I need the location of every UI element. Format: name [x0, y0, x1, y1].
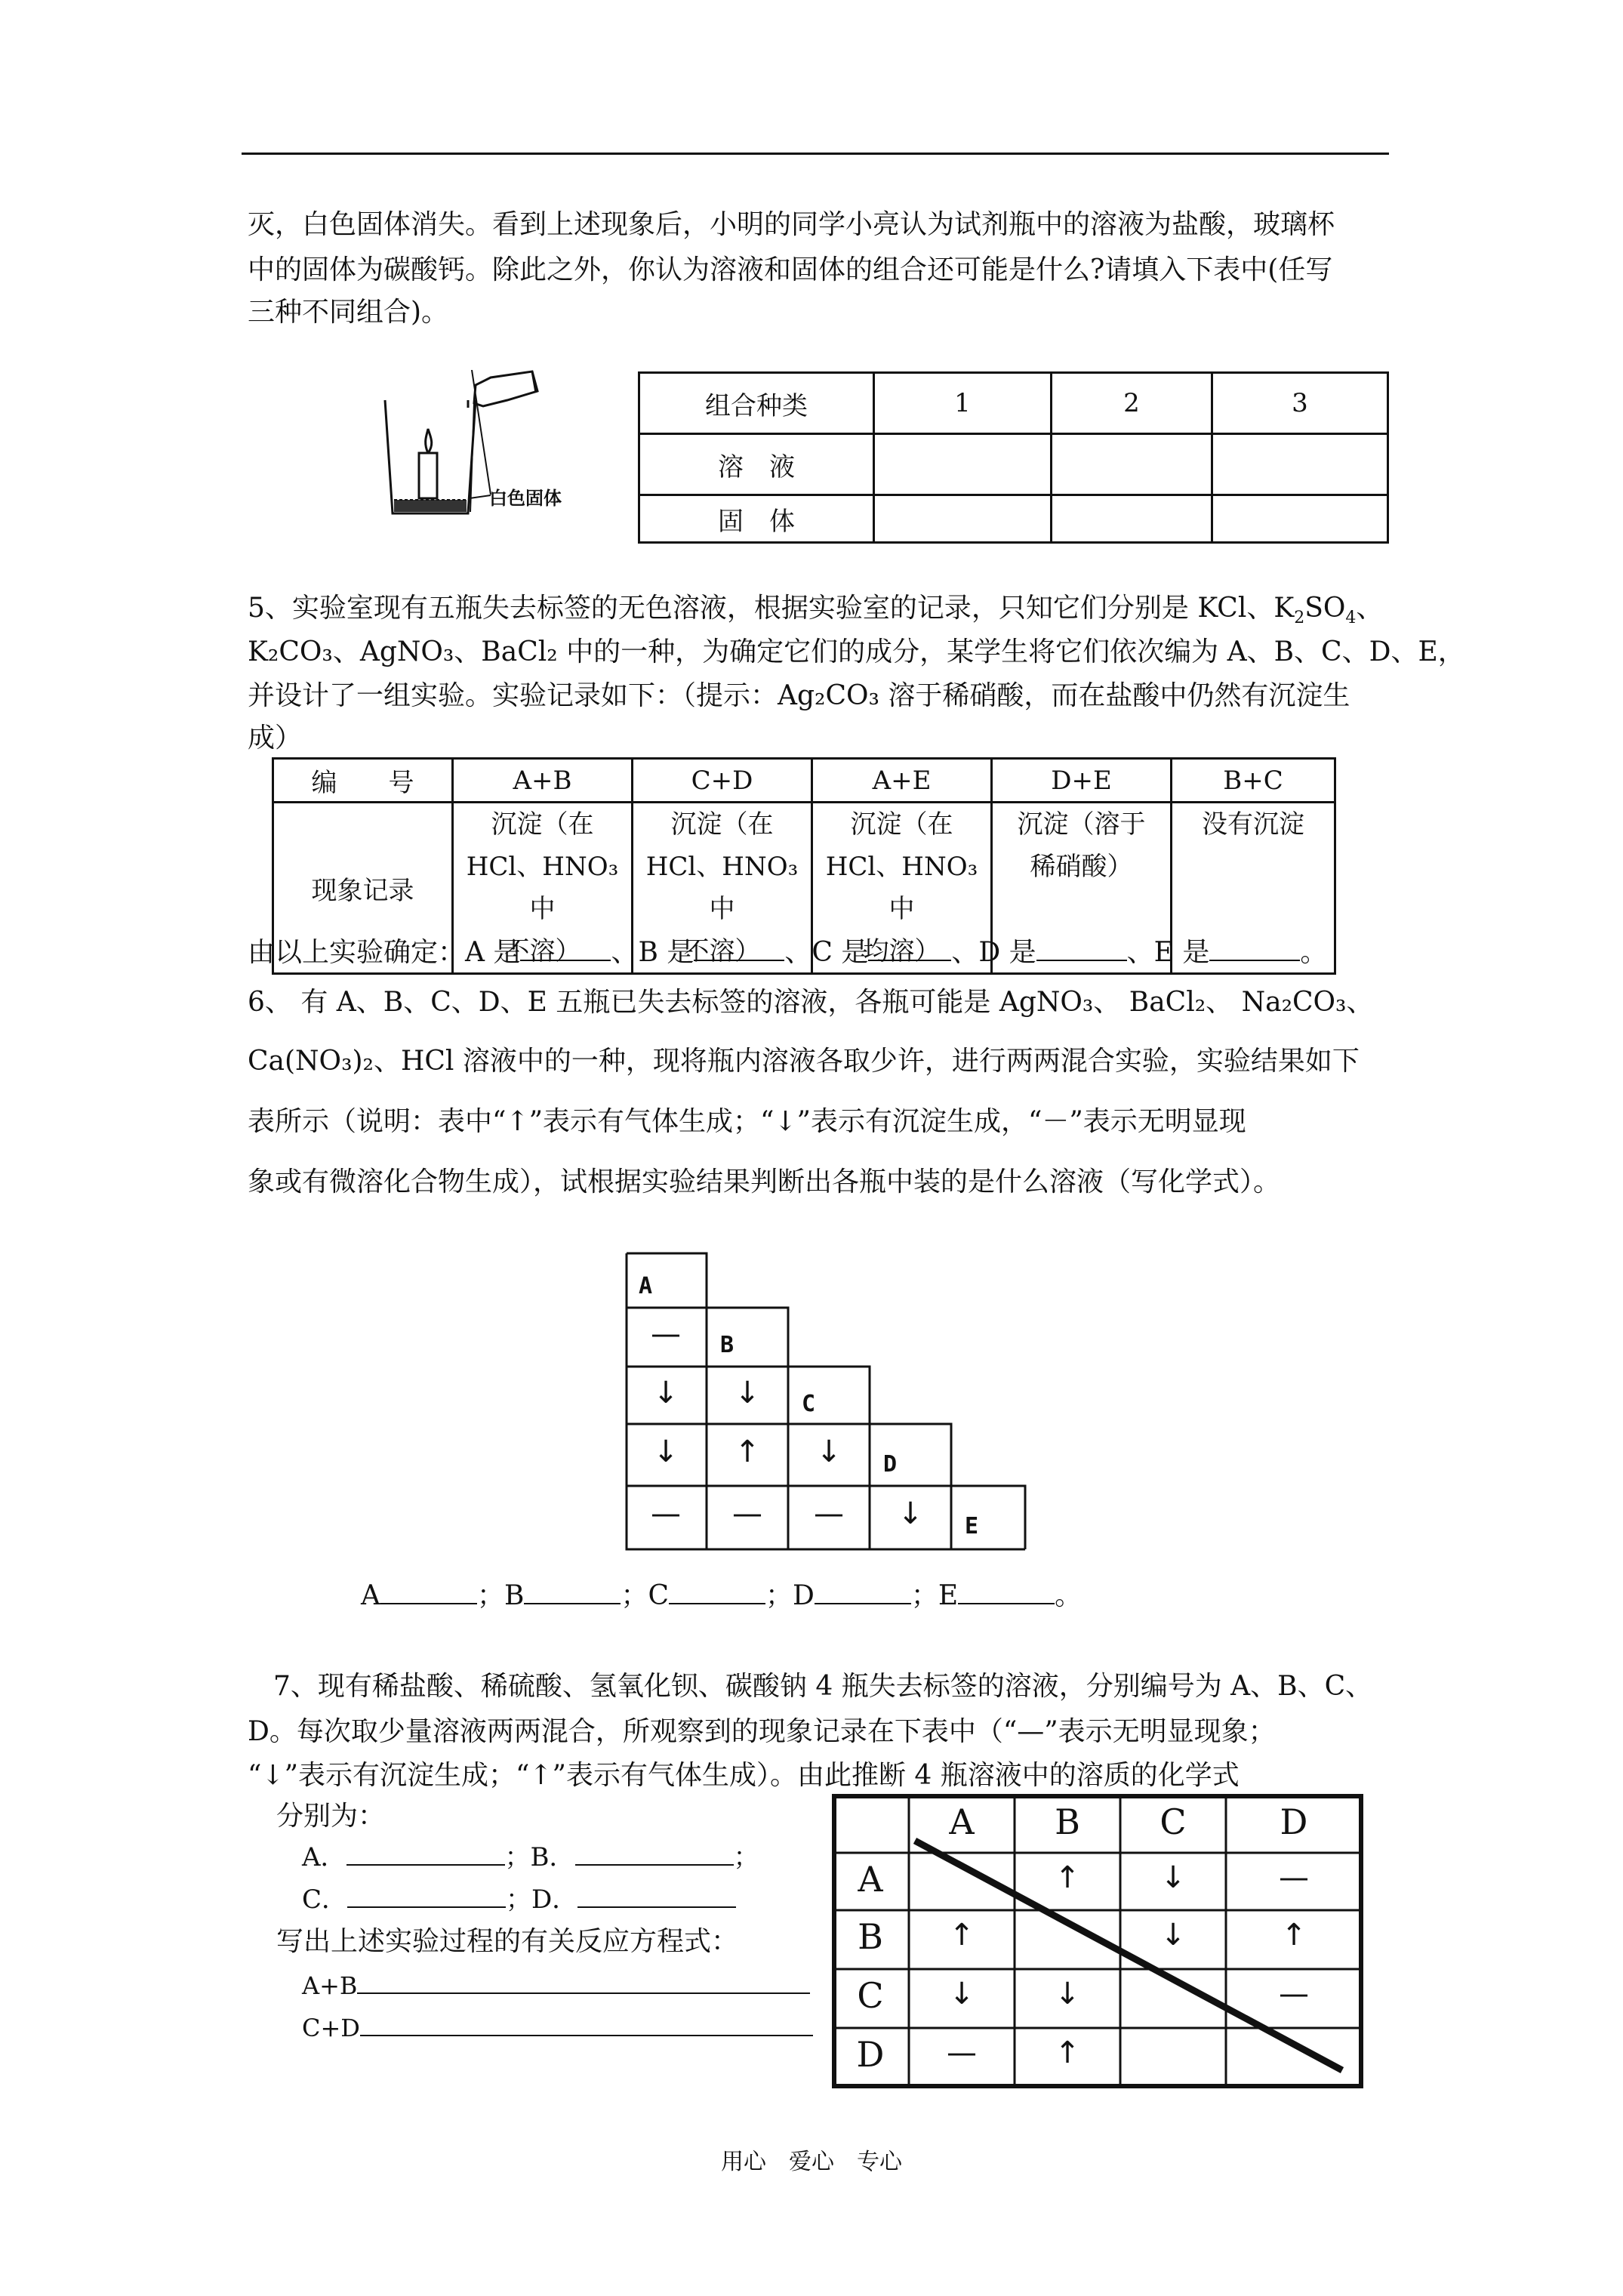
- q7-blank-b[interactable]: [575, 1864, 734, 1866]
- page-footer: 用心 爱心 专心: [721, 2149, 902, 2175]
- row-b-label: B: [858, 1916, 883, 1957]
- mixing-staircase-table: [625, 1252, 1033, 1551]
- q6-line-3: 表所示（说明：表中“↑”表示有气体生成；“↓”表示有沉淀生成，“－”表示无明显现: [248, 1106, 1246, 1137]
- label-c: C: [802, 1391, 816, 1417]
- cell-ad: ↓: [653, 1435, 679, 1469]
- q7-equation-blank-1[interactable]: [357, 1992, 810, 1994]
- cell-b-d: ↑: [1281, 1918, 1307, 1952]
- q6-blank-e[interactable]: [958, 1603, 1055, 1604]
- q6-blank-a[interactable]: [380, 1603, 477, 1604]
- q7-line-1: 7、现有稀盐酸、稀硫酸、氢氧化钡、碳酸钠 4 瓶失去标签的溶液，分别编号为 A、B、C、: [273, 1671, 1373, 1702]
- header-ab: A+B: [453, 759, 633, 803]
- q6-answer-line: A ；B ；C ；D ；E 。: [361, 1580, 1083, 1611]
- obs-bc: 没有沉淀: [1172, 803, 1335, 974]
- q7-equation-blank-2[interactable]: [360, 2035, 813, 2036]
- cell-solid-3[interactable]: [1212, 495, 1388, 543]
- header-number: 编 号: [273, 759, 453, 803]
- cell-d-b: ↑: [1055, 2036, 1080, 2070]
- label-d: D: [883, 1451, 898, 1478]
- col-c: C: [1160, 1801, 1187, 1842]
- obs-ae: 沉淀（在 HCl、HNO₃ 中 均溶）: [812, 803, 992, 974]
- q7-reaction-table: [832, 1794, 1363, 2088]
- q5-line-4: 成）: [248, 723, 303, 754]
- answer-blank-d[interactable]: [1036, 960, 1127, 961]
- obs-ab: 沉淀（在 HCl、HNO₃ 中 不溶）: [453, 803, 633, 974]
- q7-equation-prompt: 写出上述实验过程的有关反应方程式：: [276, 1926, 739, 1957]
- header-combination: 组合种类: [639, 373, 874, 434]
- cell-bc: ↓: [735, 1376, 760, 1410]
- cell-cd: ↓: [816, 1435, 842, 1469]
- q7-blank-a[interactable]: [346, 1864, 505, 1866]
- header-3: 3: [1212, 373, 1388, 434]
- cell-solution-1[interactable]: [874, 434, 1052, 495]
- cell-d-a: —: [947, 2036, 977, 2070]
- cell-a-d: —: [1279, 1860, 1309, 1895]
- intro-line-2: 中的固体为碳酸钙。除此之外，你认为溶液和固体的组合还可能是什么?请填入下表中(任写: [248, 254, 1333, 285]
- answer-blank-c[interactable]: [868, 960, 951, 961]
- q7-equation-2: C+D: [302, 2008, 813, 2048]
- cell-ac: ↓: [653, 1376, 679, 1410]
- answer-blank-e[interactable]: [1209, 960, 1300, 961]
- answer-blank-a[interactable]: [520, 960, 611, 961]
- cell-ce: —: [814, 1496, 844, 1531]
- q7-answer-row-1: A． ；B． ；: [302, 1842, 759, 1872]
- cell-b-a: ↑: [949, 1918, 975, 1952]
- q7-line-2: D。每次取少量溶液两两混合，所观察到的现象记录在下表中（“—”表示无明显现象；: [248, 1716, 1276, 1747]
- header-ae: A+E: [812, 759, 992, 803]
- q5-line-1: 5、实验室现有五瓶失去标签的无色溶液，根据实验室的记录，只知它们分别是 KCl、$K_2SO_4$、: [248, 593, 1384, 628]
- cell-de: ↓: [898, 1496, 923, 1531]
- cell-c-d: —: [1279, 1977, 1309, 2011]
- combination-table: [638, 371, 1389, 544]
- answer-blank-b[interactable]: [694, 960, 784, 961]
- cell-a-c: ↓: [1160, 1860, 1186, 1895]
- q7-line-4: 分别为：: [276, 1801, 386, 1832]
- cell-c-b: ↓: [1055, 1977, 1080, 2011]
- q7-line-3: “↓”表示有沉淀生成；“↑”表示有气体生成）。由此推断 4 瓶溶液中的溶质的化学式: [248, 1760, 1240, 1791]
- cell-ae: —: [651, 1496, 681, 1531]
- row-d-label: D: [856, 2034, 885, 2075]
- header-bc: B+C: [1172, 759, 1335, 803]
- row-a-label: A: [858, 1859, 883, 1900]
- q7-blank-c[interactable]: [347, 1906, 506, 1908]
- label-e: E: [965, 1513, 979, 1539]
- header-de: D+E: [992, 759, 1172, 803]
- header-2: 2: [1052, 373, 1212, 434]
- row-solution: 溶 液: [639, 434, 874, 495]
- cell-c-a: ↓: [949, 1977, 975, 2011]
- cell-solid-1[interactable]: [874, 495, 1052, 543]
- intro-line-1: 灭，白色固体消失。看到上述现象后，小明的同学小亮认为试剂瓶中的溶液为盐酸，玻璃杯: [248, 209, 1335, 240]
- q6-line-1: 6、 有 A、B、C、D、E 五瓶已失去标签的溶液，各瓶可能是 AgNO₃、 BaCl₂、 Na₂CO₃、: [248, 987, 1374, 1018]
- col-a: A: [949, 1801, 975, 1842]
- obs-de: 沉淀（溶于 稀硝酸）: [992, 803, 1172, 974]
- q6-line-2: Ca(NO₃)₂、HCl 溶液中的一种，现将瓶内溶液各取少许，进行两两混合实验，实验结果如下: [248, 1046, 1360, 1077]
- q5-line-3: 并设计了一组实验。实验记录如下：（提示：Ag₂CO₃ 溶于稀硝酸，而在盐酸中仍然有沉淀生: [248, 680, 1350, 711]
- q6-blank-c[interactable]: [669, 1603, 765, 1604]
- obs-cd: 沉淀（在 HCl、HNO₃ 中 不溶）: [633, 803, 812, 974]
- label-a: A: [639, 1273, 653, 1299]
- col-d: D: [1280, 1801, 1308, 1842]
- cell-solution-2[interactable]: [1052, 434, 1212, 495]
- cell-solution-3[interactable]: [1212, 434, 1388, 495]
- q7-blank-d[interactable]: [577, 1906, 736, 1908]
- cell-bd: ↑: [735, 1435, 760, 1469]
- cell-ab: —: [651, 1317, 681, 1351]
- row-solid: 固 体: [639, 495, 874, 543]
- row-observation: 现象记录: [273, 803, 453, 974]
- q5-answer-line: 由以上实验确定：A 是 、B 是 、C 是 、D 是 、E 是 。: [248, 937, 1328, 968]
- cell-b-c: ↓: [1160, 1918, 1186, 1952]
- q6-blank-d[interactable]: [815, 1603, 911, 1604]
- row-c-label: C: [857, 1975, 884, 2016]
- col-b: B: [1055, 1801, 1080, 1842]
- q5-line-2: K₂CO₃、AgNO₃、BaCl₂ 中的一种，为确定它们的成分，某学生将它们依次编为 A、B、C、D、E，: [248, 636, 1465, 667]
- header-rule: [242, 153, 1389, 155]
- q7-answer-row-2: C． ；D．: [302, 1880, 736, 1919]
- header-cd: C+D: [633, 759, 812, 803]
- figure-label-white-solid: 白色固体: [489, 488, 562, 509]
- q7-equation-1: A+B: [302, 1966, 810, 2005]
- header-1: 1: [874, 373, 1052, 434]
- cell-a-b: ↑: [1055, 1860, 1080, 1895]
- q6-blank-b[interactable]: [524, 1603, 621, 1604]
- cell-be: —: [732, 1496, 762, 1531]
- label-b: B: [720, 1332, 735, 1358]
- q6-line-4: 象或有微溶化合物生成），试根据实验结果判断出各瓶中装的是什么溶液（写化学式）。: [248, 1166, 1281, 1197]
- intro-line-3: 三种不同组合)。: [248, 297, 449, 328]
- cell-solid-2[interactable]: [1052, 495, 1212, 543]
